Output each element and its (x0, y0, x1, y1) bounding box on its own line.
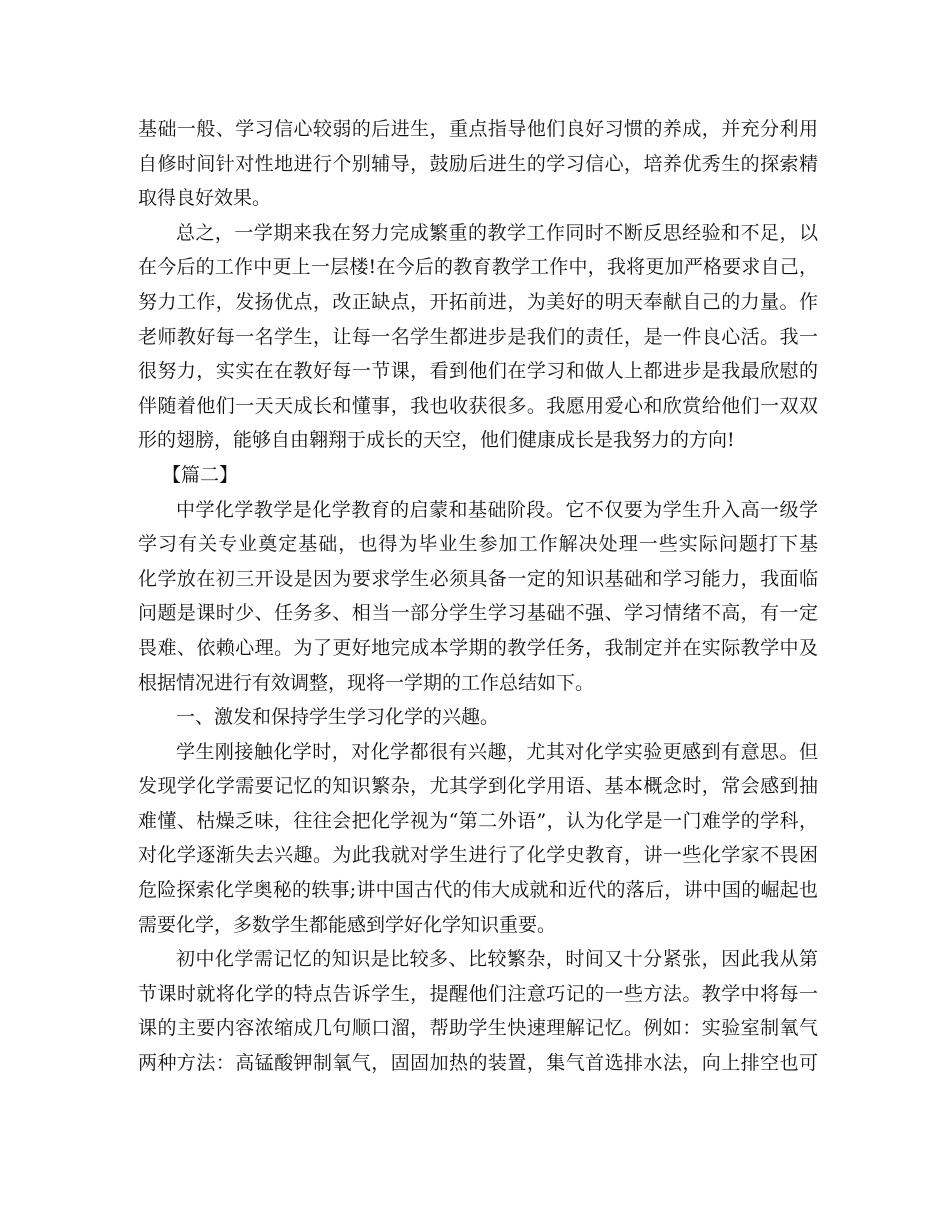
text-line: 一、激发和保持学生学习化学的兴趣。 (176, 706, 500, 729)
text-line: 取得良好效果。 (138, 187, 272, 210)
text-line: 化学放在初三开设是因为要求学生必须具备一定的知识基础和学习能力，我面临 (138, 567, 818, 590)
text-line: 中学化学教学是化学教育的启蒙和基础阶段。它不仅要为学生升入高一级学 (176, 498, 818, 521)
text-line: 问题是课时少、任务多、相当一部分学生学习基础不强、学习情绪不高，有一定 (138, 602, 818, 625)
text-line: 节课时就将化学的特点告诉学生，提醒他们注意巧记的一些方法。教学中将每一 (138, 982, 818, 1005)
text-line: 自修时间针对性地进行个别辅导，鼓励后进生的学习信心，培养优秀生的探索精 (138, 152, 818, 175)
document-body (138, 112, 818, 1081)
text-line: 努力工作，发扬优点，改正缺点，开拓前进，为美好的明天奉献自己的力量。作 (138, 290, 818, 313)
text-line: 伴随着他们一天天成长和懂事，我也收获很多。我愿用爱心和欣赏给他们一双双 (138, 394, 818, 417)
text-line: 难懂、枯燥乏味，往往会把化学视为“第二外语”，认为化学是一门难学的学科， (138, 809, 818, 832)
text-line: 初中化学需记忆的知识是比较多、比较繁杂，时间又十分紧张，因此我从第 (176, 948, 818, 971)
text-line: 总之，一学期来我在努力完成繁重的教学工作同时不断反思经验和不足，以 (176, 221, 818, 244)
text-line: 两种方法：高锰酸钾制氧气，固固加热的装置，集气首选排水法，向上排空也可 (138, 1052, 818, 1075)
text-line: 根据情况进行有效调整，现将一学期的工作总结如下。 (138, 671, 595, 694)
text-line: 课的主要内容浓缩成几句顺口溜，帮助学生快速理解记忆。例如：实验室制氧气 (138, 1017, 818, 1040)
text-line: 危险探索化学奥秘的轶事;讲中国古代的伟大成就和近代的落后，讲中国的崛起也 (138, 879, 818, 902)
text-line: 形的翅膀，能够自由翱翔于成长的天空，他们健康成长是我努力的方向! (138, 429, 735, 452)
text-line: 学习有关专业奠定基础，也得为毕业生参加工作解决处理一些实际问题打下基 (138, 533, 818, 556)
text-line: 需要化学，多数学生都能感到学好化学知识重要。 (138, 913, 557, 936)
text-line: 很努力，实实在在教好每一节课，看到他们在学习和做人上都进步是我最欣慰的 (138, 360, 818, 383)
text-line: 基础一般、学习信心较弱的后进生，重点指导他们良好习惯的养成，并充分利用 (138, 118, 818, 140)
text-line: 在今后的工作中更上一层楼!在今后的教育教学工作中，我将更加严格要求自己， (138, 256, 818, 279)
section-heading: 【篇二】 (162, 463, 239, 486)
text-line: 发现学化学需要记忆的知识繁杂，尤其学到化学用语、基本概念时，常会感到抽 (138, 775, 818, 798)
text-line: 对化学逐渐失去兴趣。为此我就对学生进行了化学史教育，讲一些化学家不畏困 (138, 844, 818, 867)
text-line: 老师教好每一名学生，让每一名学生都进步是我们的责任，是一件良心活。我一 (138, 325, 818, 348)
text-line: 畏难、依赖心理。为了更好地完成本学期的教学任务，我制定并在实际教学中及 (138, 636, 818, 659)
text-line: 学生刚接触化学时，对化学都很有兴趣，尤其对化学实验更感到有意思。但 (176, 740, 818, 763)
